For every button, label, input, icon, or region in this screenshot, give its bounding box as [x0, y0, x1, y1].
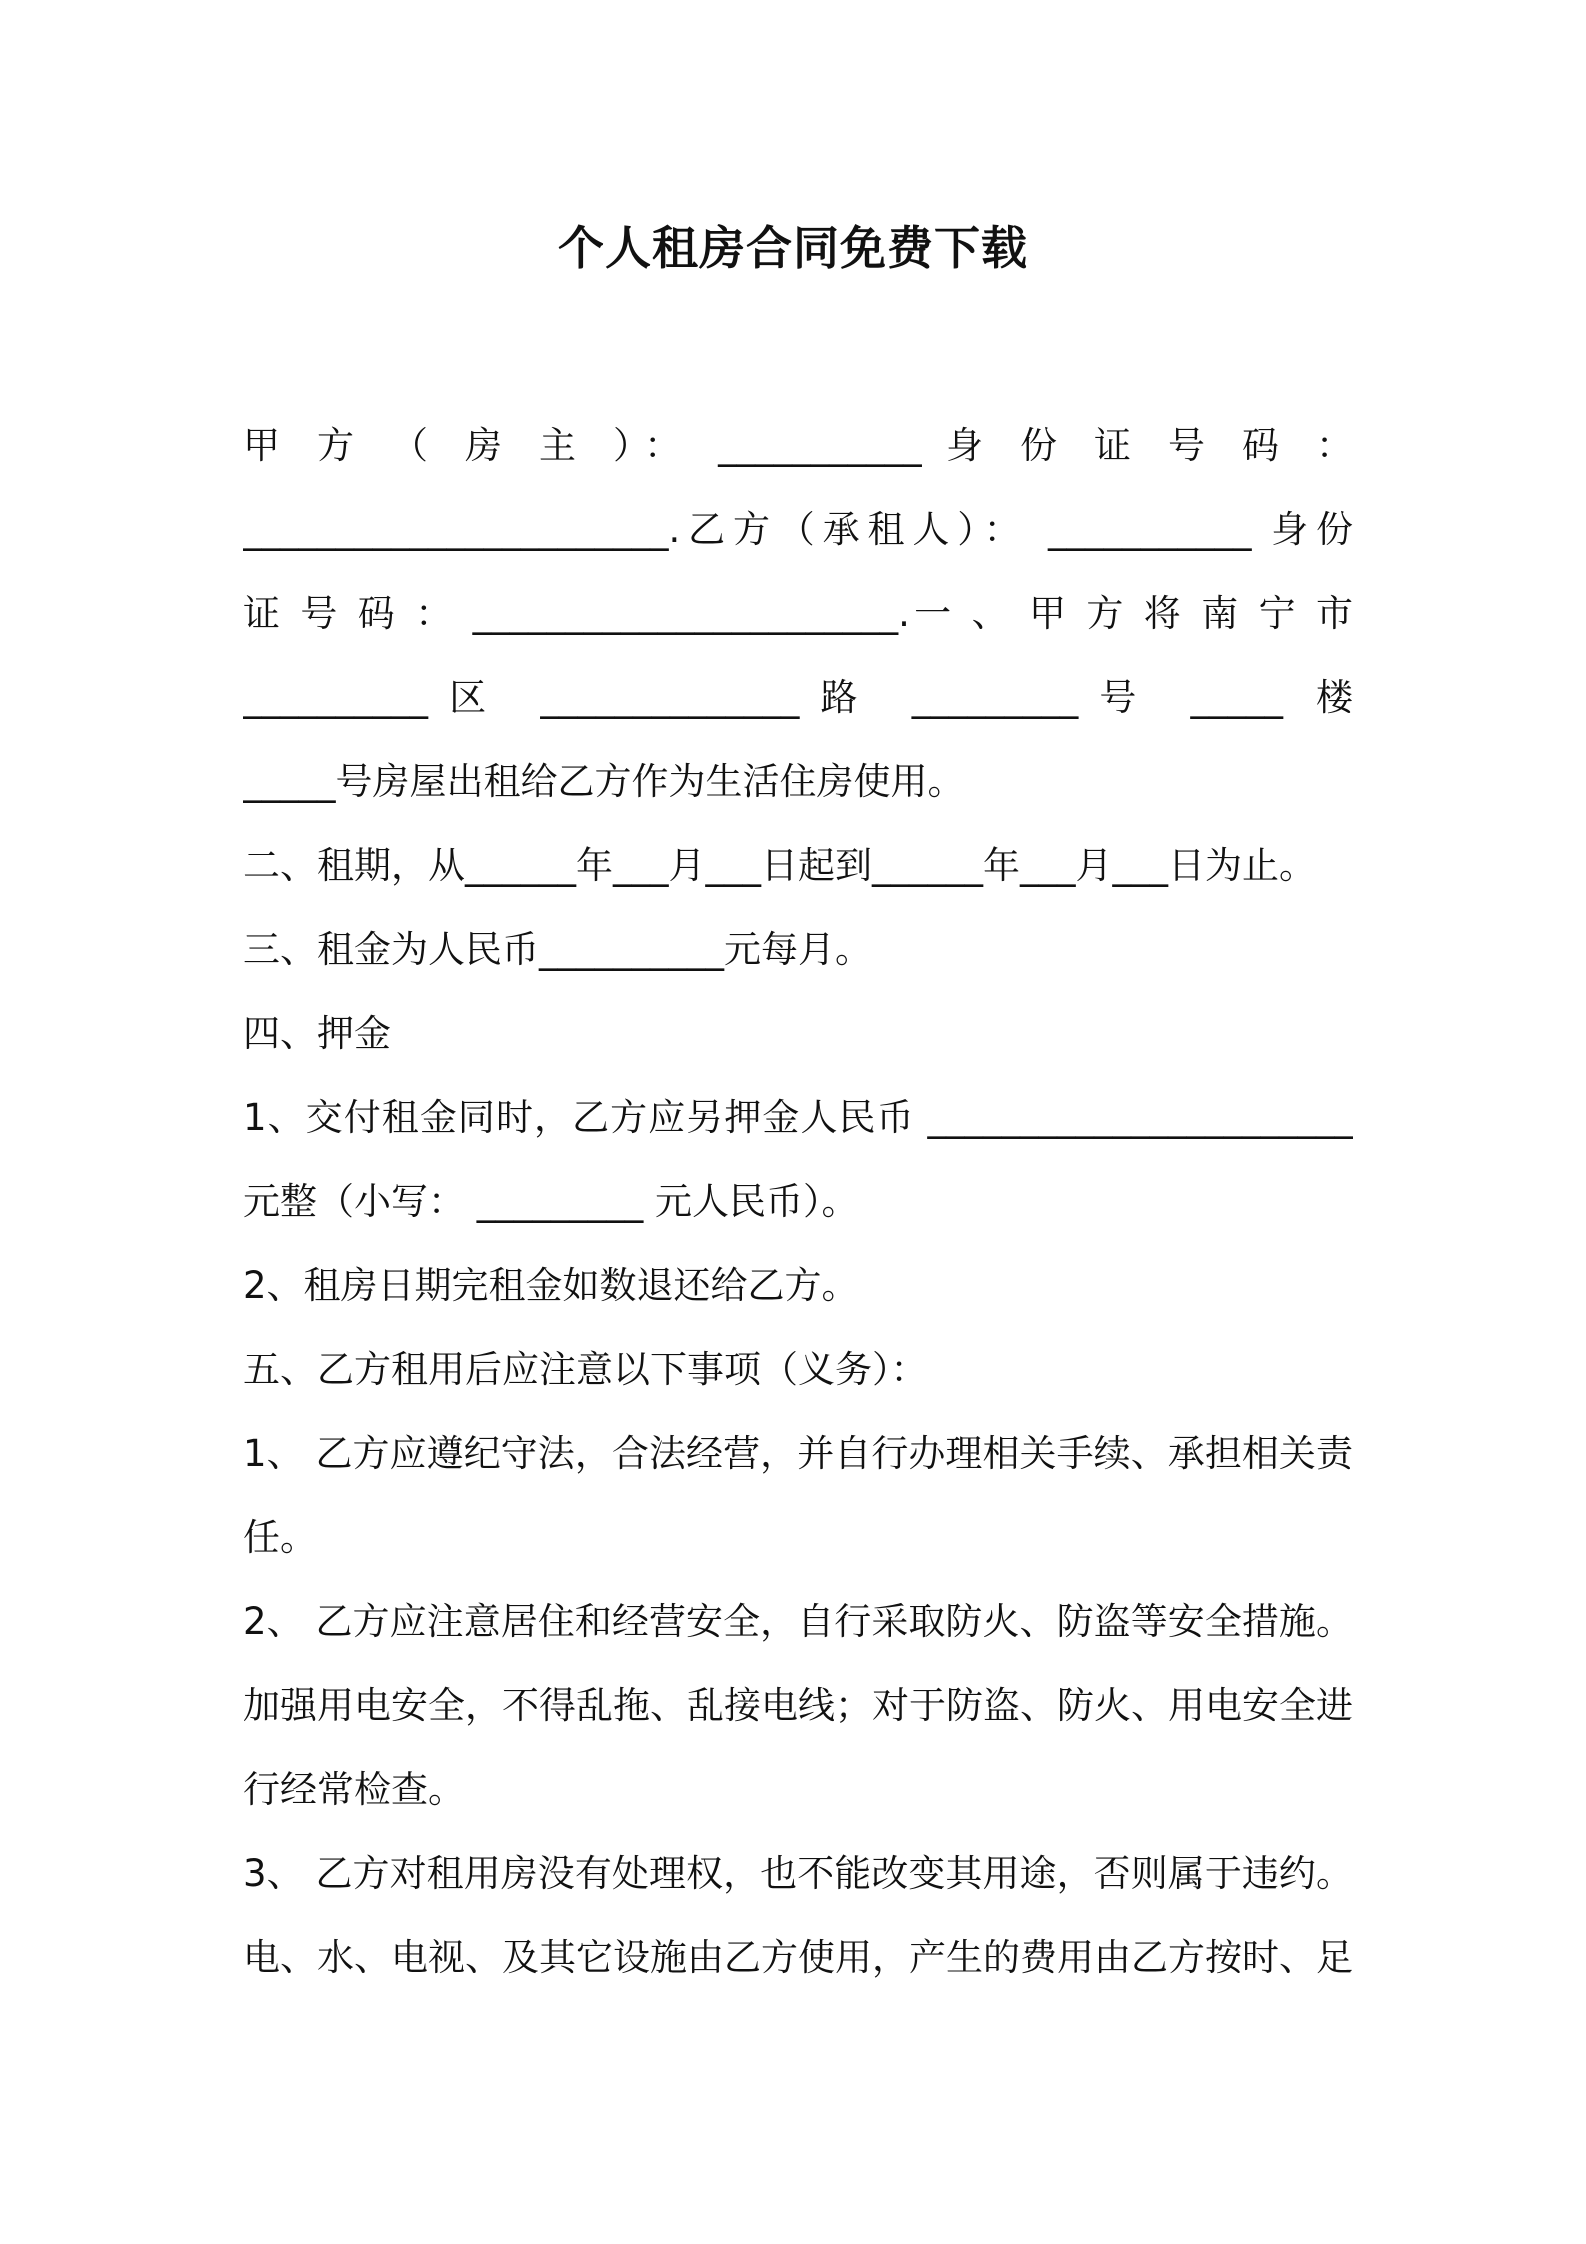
- body-line-4: __________区 ______________路 _________号 _____ 楼: [243, 676, 1353, 719]
- body-line-11: 2、租房日期完租金如数退还给乙方。: [243, 1264, 859, 1307]
- body-line-8: 四、押金: [243, 1012, 391, 1055]
- body-line-6: 二、租期，从______年___月___日起到______年___月___日为止。: [243, 844, 1316, 887]
- body-line-3: 证 号 码 ： _______________________.一 、 甲 方 将 南 宁 市: [243, 592, 1353, 635]
- body-line-9: 1、交付租金同时，乙方应另押金人民币 _______________________: [243, 1096, 1353, 1139]
- body-line-15: 2、 乙方应注意居住和经营安全，自行采取防火、防盗等安全措施。: [243, 1600, 1353, 1643]
- body-line-7: 三、租金为人民币__________元每月。: [243, 928, 872, 971]
- body-line-12: 五、乙方租用后应注意以下事项（义务）：: [243, 1348, 928, 1391]
- body-line-10: 元整（小写： _________ 元人民币）。: [243, 1180, 859, 1223]
- body-line-13: 1、 乙方应遵纪守法，合法经营，并自行办理相关手续、承担相关责: [243, 1432, 1353, 1475]
- body-line-18: 3、 乙方对租用房没有处理权，也不能改变其用途，否则属于违约。: [243, 1852, 1353, 1895]
- body-line-2: _______________________.乙方（承租人）： ___________ 身份: [243, 508, 1353, 551]
- document-title: 个人租房合同免费下载: [558, 221, 1028, 275]
- body-line-16: 加强用电安全，不得乱拖、乱接电线；对于防盗、防火、用电安全进: [243, 1684, 1353, 1727]
- body-line-1: 甲 方 （ 房 主 ）： ___________ 身 份 证 号 码 ：: [243, 424, 1353, 467]
- body-line-17: 行经常检查。: [243, 1768, 465, 1811]
- contract-body: [243, 404, 1353, 2000]
- body-line-14: 任。: [243, 1516, 317, 1559]
- body-line-19: 电、水、电视、及其它设施由乙方使用，产生的费用由乙方按时、足: [243, 1936, 1353, 1979]
- body-line-5: _____号房屋出租给乙方作为生活住房使用。: [243, 760, 965, 803]
